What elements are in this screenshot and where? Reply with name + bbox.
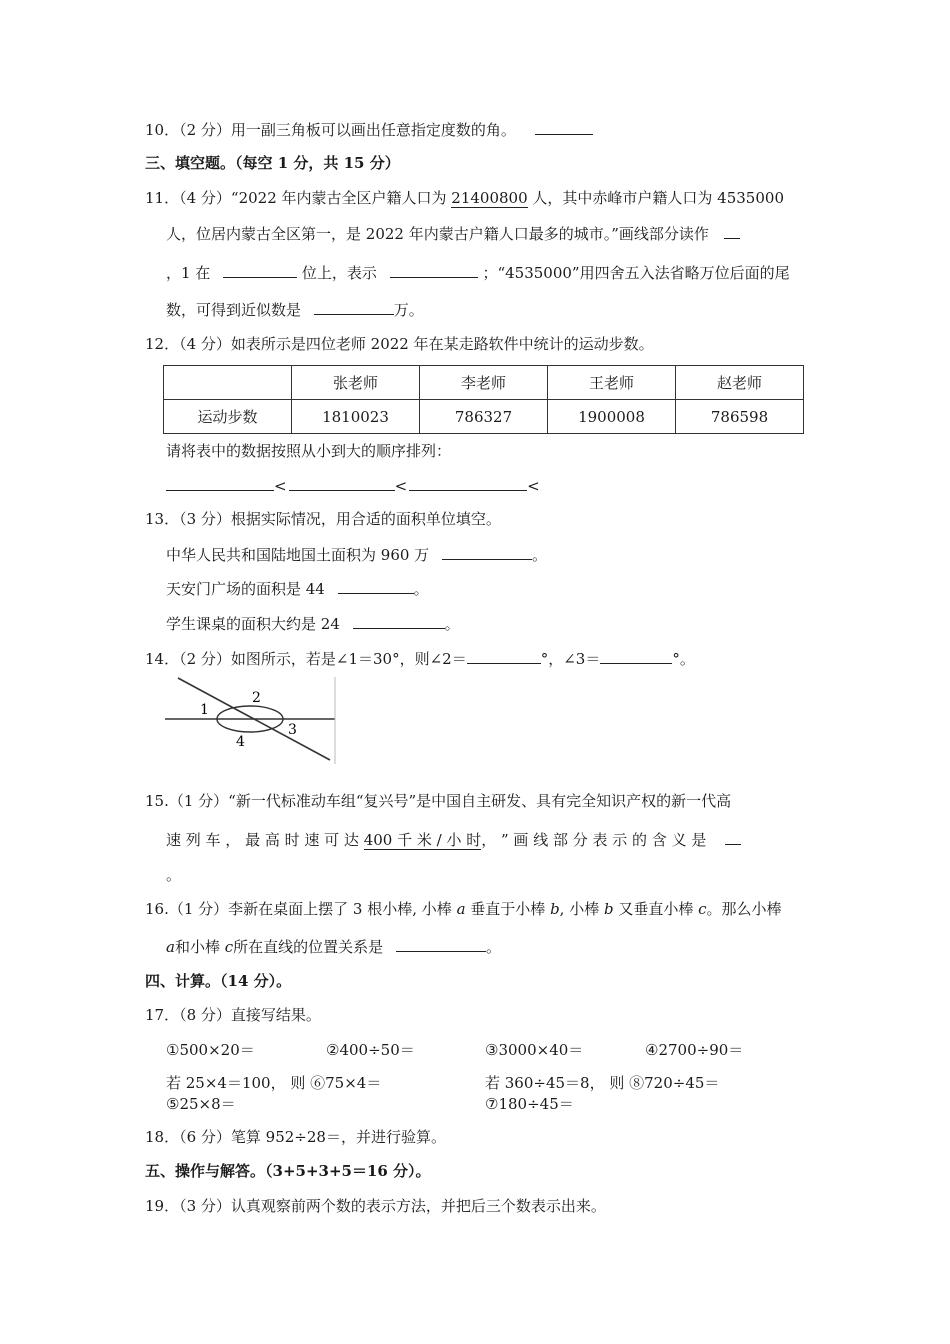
calc-item: ⑦180÷45＝ <box>485 1095 574 1113</box>
answer-blank[interactable] <box>390 261 478 278</box>
answer-blank[interactable] <box>338 577 414 594</box>
table-cell: 1810023 <box>292 400 420 434</box>
question-18: 18．（6 分）笔算 952÷28＝，并进行验算。 <box>145 1128 446 1146</box>
question-11-line-3: ，1 在 位上，表示 ；“4535000”用四舍五入法省略万位后面的尾 <box>166 261 790 284</box>
answer-blank[interactable] <box>724 222 740 239</box>
angle-label-3: 3 <box>288 722 297 738</box>
table-cell: 1900008 <box>548 400 676 434</box>
answer-blank[interactable] <box>396 935 486 952</box>
calc-item: ⑤25×8＝ <box>166 1095 236 1113</box>
table-cell: 王老师 <box>548 366 676 400</box>
question-17: 17．（8 分）直接写结果。 <box>145 1006 321 1024</box>
calc-item: ①500×20＝ <box>166 1041 255 1059</box>
calc-condition: 若 360÷45＝8， 则 ⑧720÷45＝ <box>485 1074 720 1092</box>
steps-table <box>163 365 804 434</box>
table-cell: 李老师 <box>420 366 548 400</box>
question-13: 13．（3 分）根据实际情况，用合适的面积单位填空。 <box>145 510 501 528</box>
order-answer-line: < < < <box>166 474 540 497</box>
question-11-line-4: 数，可得到近似数是 万。 <box>166 298 424 321</box>
question-16-line-1: 16.（1 分）李新在桌面上摆了 3 根小棒, 小棒 a 垂直于小棒 b, 小棒 b 又垂直小棒 c。那么小棒 <box>145 900 782 918</box>
question-14: 14．（2 分）如图所示，若是∠1＝30°，则∠2＝ °，∠3＝ °。 <box>145 647 695 670</box>
calc-item: ②400÷50＝ <box>326 1041 415 1059</box>
answer-blank[interactable] <box>467 647 541 664</box>
answer-blank[interactable] <box>166 474 274 491</box>
angle-label-2: 2 <box>252 690 261 706</box>
table-cell: 赵老师 <box>676 366 804 400</box>
table-cell: 张老师 <box>292 366 420 400</box>
answer-blank[interactable] <box>409 474 527 491</box>
calc-condition: 若 25×4＝100， 则 ⑥75×4＝ <box>166 1074 382 1092</box>
question-11-line-1: 11．（4 分）“2022 年内蒙古全区户籍人口为 21400800 人，其中赤峰市户籍人口为 4535000 <box>145 189 784 207</box>
table-cell: 运动步数 <box>164 400 292 434</box>
answer-blank[interactable] <box>314 298 394 315</box>
order-instruction: 请将表中的数据按照从小到大的顺序排列： <box>166 442 452 460</box>
table-header-row <box>164 366 804 400</box>
question-15-line-1: 15.（1 分）“新一代标准动车组“复兴号”是中国自主研发、具有完全知识产权的新一代高 <box>145 792 732 810</box>
answer-blank[interactable] <box>725 828 741 845</box>
question-11-line-2: 人，位居内蒙古全区第一，是 2022 年内蒙古户籍人口最多的城市。”画线部分读作 <box>166 222 740 245</box>
calc-item: ④2700÷90＝ <box>645 1041 744 1059</box>
underlined-speed: 400 千 米 / 小 时 <box>363 831 482 849</box>
question-19: 19．（3 分）认真观察前两个数的表示方法，并把后三个数表示出来。 <box>145 1197 606 1215</box>
section-3-title: 三、填空题。（每空 1 分，共 15 分） <box>145 154 400 172</box>
section-5-title: 五、操作与解答。（3+5+3+5＝16 分）。 <box>145 1162 431 1180</box>
table-cell: 786598 <box>676 400 804 434</box>
table-cell <box>164 366 292 400</box>
question-12: 12．（4 分）如表所示是四位老师 2022 年在某走路软件中统计的运动步数。 <box>145 335 654 353</box>
angle-diagram <box>160 672 340 767</box>
answer-blank[interactable] <box>223 261 297 278</box>
question-10: 10．（2 分）用一副三角板可以画出任意指定度数的角。 <box>145 118 593 141</box>
underlined-number: 21400800 <box>451 189 528 207</box>
question-13-line-2: 天安门广场的面积是 44 。 <box>166 577 429 600</box>
question-13-line-3: 学生课桌的面积大约是 24 。 <box>166 612 460 635</box>
angle-label-1: 1 <box>200 702 209 718</box>
section-4-title: 四、计算。（14 分）。 <box>145 972 292 990</box>
question-15-line-2: 速 列 车 ， 最 高 时 速 可 达 400 千 米 / 小 时， ” 画 线 部 分 表 示 的 含 义 是 <box>166 828 741 851</box>
table-cell: 786327 <box>420 400 548 434</box>
angle-label-4: 4 <box>236 734 245 750</box>
answer-blank[interactable] <box>353 612 445 629</box>
question-16-line-2: a和小棒 c所在直线的位置关系是 。 <box>166 935 501 958</box>
table-row <box>164 400 804 434</box>
answer-blank[interactable] <box>442 543 532 560</box>
answer-blank[interactable] <box>289 474 395 491</box>
answer-blank[interactable] <box>535 118 593 135</box>
calc-item: ③3000×40＝ <box>485 1041 584 1059</box>
answer-blank[interactable] <box>600 647 672 664</box>
question-15-line-3: 。 <box>166 866 182 884</box>
question-13-line-1: 中华人民共和国陆地国土面积为 960 万 。 <box>166 543 547 566</box>
